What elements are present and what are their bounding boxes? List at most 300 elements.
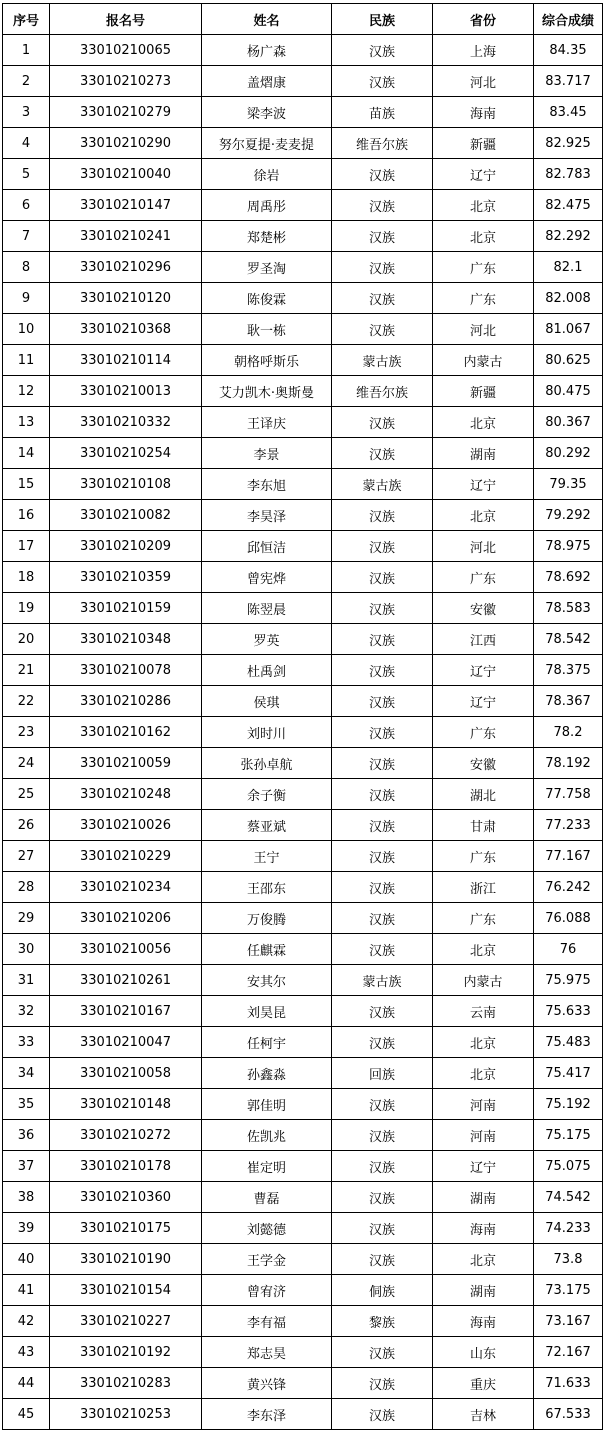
cell-ethnicity: 汉族	[332, 314, 433, 345]
cell-province: 北京	[433, 190, 534, 221]
cell-province: 湖北	[433, 779, 534, 810]
cell-name: 张孙卓航	[202, 748, 332, 779]
cell-score: 73.8	[534, 1244, 603, 1275]
cell-seq: 32	[3, 996, 50, 1027]
cell-province: 辽宁	[433, 469, 534, 500]
cell-province: 北京	[433, 934, 534, 965]
cell-name: 陈翌晨	[202, 593, 332, 624]
cell-score: 78.583	[534, 593, 603, 624]
cell-name: 侯琪	[202, 686, 332, 717]
cell-province: 湖南	[433, 1182, 534, 1213]
cell-ethnicity: 汉族	[332, 283, 433, 314]
cell-reg-no: 33010210078	[50, 655, 202, 686]
table-row	[3, 438, 603, 469]
cell-score: 83.45	[534, 97, 603, 128]
cell-province: 北京	[433, 1027, 534, 1058]
cell-name: 任麒霖	[202, 934, 332, 965]
cell-seq: 2	[3, 66, 50, 97]
cell-name: 佐凯兆	[202, 1120, 332, 1151]
cell-name: 崔定明	[202, 1151, 332, 1182]
cell-score: 81.067	[534, 314, 603, 345]
cell-ethnicity: 汉族	[332, 500, 433, 531]
cell-province: 内蒙古	[433, 965, 534, 996]
cell-ethnicity: 汉族	[332, 562, 433, 593]
cell-name: 艾力凯木·奥斯曼	[202, 376, 332, 407]
cell-score: 74.233	[534, 1213, 603, 1244]
cell-province: 新疆	[433, 128, 534, 159]
table-row	[3, 1182, 603, 1213]
cell-score: 73.167	[534, 1306, 603, 1337]
cell-province: 广东	[433, 717, 534, 748]
cell-score: 74.542	[534, 1182, 603, 1213]
cell-score: 82.292	[534, 221, 603, 252]
cell-name: 李昊泽	[202, 500, 332, 531]
cell-reg-no: 33010210147	[50, 190, 202, 221]
cell-score: 73.175	[534, 1275, 603, 1306]
cell-ethnicity: 汉族	[332, 810, 433, 841]
table-row	[3, 345, 603, 376]
cell-reg-no: 33010210120	[50, 283, 202, 314]
cell-seq: 25	[3, 779, 50, 810]
cell-ethnicity: 汉族	[332, 407, 433, 438]
cell-name: 任柯宇	[202, 1027, 332, 1058]
header-reg-no: 报名号	[50, 4, 202, 35]
cell-seq: 35	[3, 1089, 50, 1120]
cell-score: 77.167	[534, 841, 603, 872]
cell-reg-no: 33010210154	[50, 1275, 202, 1306]
cell-province: 重庆	[433, 1368, 534, 1399]
cell-name: 刘时川	[202, 717, 332, 748]
cell-seq: 12	[3, 376, 50, 407]
table-row	[3, 655, 603, 686]
cell-name: 曹磊	[202, 1182, 332, 1213]
cell-ethnicity: 汉族	[332, 1182, 433, 1213]
cell-seq: 21	[3, 655, 50, 686]
cell-reg-no: 33010210279	[50, 97, 202, 128]
cell-reg-no: 33010210108	[50, 469, 202, 500]
cell-name: 蔡亚斌	[202, 810, 332, 841]
cell-province: 北京	[433, 221, 534, 252]
cell-seq: 23	[3, 717, 50, 748]
cell-province: 海南	[433, 1213, 534, 1244]
cell-score: 77.233	[534, 810, 603, 841]
cell-province: 广东	[433, 903, 534, 934]
cell-seq: 13	[3, 407, 50, 438]
cell-seq: 9	[3, 283, 50, 314]
cell-seq: 45	[3, 1399, 50, 1430]
cell-seq: 26	[3, 810, 50, 841]
cell-province: 辽宁	[433, 686, 534, 717]
cell-seq: 27	[3, 841, 50, 872]
cell-ethnicity: 汉族	[332, 1244, 433, 1275]
table-row	[3, 1244, 603, 1275]
cell-name: 王宁	[202, 841, 332, 872]
cell-name: 王译庆	[202, 407, 332, 438]
cell-name: 徐岩	[202, 159, 332, 190]
cell-score: 78.542	[534, 624, 603, 655]
table-row	[3, 1027, 603, 1058]
cell-name: 李东泽	[202, 1399, 332, 1430]
cell-score: 82.783	[534, 159, 603, 190]
cell-score: 75.175	[534, 1120, 603, 1151]
cell-name: 努尔夏提·麦麦提	[202, 128, 332, 159]
cell-ethnicity: 汉族	[332, 1151, 433, 1182]
cell-score: 75.192	[534, 1089, 603, 1120]
cell-ethnicity: 汉族	[332, 1120, 433, 1151]
table-row	[3, 934, 603, 965]
table-row	[3, 1151, 603, 1182]
cell-reg-no: 33010210272	[50, 1120, 202, 1151]
cell-reg-no: 33010210234	[50, 872, 202, 903]
cell-seq: 40	[3, 1244, 50, 1275]
cell-ethnicity: 汉族	[332, 438, 433, 469]
cell-province: 辽宁	[433, 159, 534, 190]
cell-ethnicity: 汉族	[332, 748, 433, 779]
cell-province: 海南	[433, 97, 534, 128]
cell-reg-no: 33010210286	[50, 686, 202, 717]
cell-score: 72.167	[534, 1337, 603, 1368]
cell-province: 湖南	[433, 1275, 534, 1306]
table-row	[3, 810, 603, 841]
cell-ethnicity: 汉族	[332, 1089, 433, 1120]
cell-score: 83.717	[534, 66, 603, 97]
cell-reg-no: 33010210254	[50, 438, 202, 469]
cell-province: 河北	[433, 66, 534, 97]
cell-score: 82.475	[534, 190, 603, 221]
table-row	[3, 469, 603, 500]
cell-reg-no: 33010210047	[50, 1027, 202, 1058]
cell-name: 耿一栋	[202, 314, 332, 345]
cell-ethnicity: 维吾尔族	[332, 376, 433, 407]
cell-name: 杨广森	[202, 35, 332, 66]
cell-ethnicity: 维吾尔族	[332, 128, 433, 159]
cell-name: 朝格呼斯乐	[202, 345, 332, 376]
cell-score: 77.758	[534, 779, 603, 810]
cell-ethnicity: 汉族	[332, 531, 433, 562]
table-row	[3, 314, 603, 345]
cell-seq: 16	[3, 500, 50, 531]
cell-name: 罗英	[202, 624, 332, 655]
cell-province: 云南	[433, 996, 534, 1027]
cell-score: 75.075	[534, 1151, 603, 1182]
table-row	[3, 1368, 603, 1399]
cell-reg-no: 33010210167	[50, 996, 202, 1027]
cell-reg-no: 33010210261	[50, 965, 202, 996]
header-name: 姓名	[202, 4, 332, 35]
cell-seq: 22	[3, 686, 50, 717]
cell-score: 82.925	[534, 128, 603, 159]
cell-reg-no: 33010210175	[50, 1213, 202, 1244]
cell-province: 河南	[433, 1089, 534, 1120]
cell-province: 北京	[433, 407, 534, 438]
score-table	[2, 3, 603, 1430]
cell-reg-no: 33010210348	[50, 624, 202, 655]
cell-ethnicity: 汉族	[332, 1337, 433, 1368]
table-row	[3, 841, 603, 872]
table-row	[3, 1058, 603, 1089]
cell-province: 江西	[433, 624, 534, 655]
cell-score: 78.2	[534, 717, 603, 748]
cell-seq: 7	[3, 221, 50, 252]
cell-ethnicity: 侗族	[332, 1275, 433, 1306]
table-row	[3, 1089, 603, 1120]
cell-score: 79.292	[534, 500, 603, 531]
cell-seq: 44	[3, 1368, 50, 1399]
cell-name: 李景	[202, 438, 332, 469]
cell-reg-no: 33010210273	[50, 66, 202, 97]
cell-reg-no: 33010210114	[50, 345, 202, 376]
cell-reg-no: 33010210241	[50, 221, 202, 252]
cell-ethnicity: 汉族	[332, 903, 433, 934]
cell-reg-no: 33010210296	[50, 252, 202, 283]
table-row	[3, 872, 603, 903]
cell-score: 75.633	[534, 996, 603, 1027]
cell-name: 郑楚彬	[202, 221, 332, 252]
cell-score: 78.375	[534, 655, 603, 686]
cell-ethnicity: 汉族	[332, 655, 433, 686]
cell-seq: 8	[3, 252, 50, 283]
table-row	[3, 407, 603, 438]
cell-reg-no: 33010210290	[50, 128, 202, 159]
cell-ethnicity: 汉族	[332, 1213, 433, 1244]
cell-seq: 14	[3, 438, 50, 469]
cell-seq: 30	[3, 934, 50, 965]
cell-province: 山东	[433, 1337, 534, 1368]
cell-ethnicity: 汉族	[332, 252, 433, 283]
header-seq: 序号	[3, 4, 50, 35]
cell-name: 周禹彤	[202, 190, 332, 221]
table-row	[3, 686, 603, 717]
table-row	[3, 1399, 603, 1430]
table-row	[3, 500, 603, 531]
table-row	[3, 624, 603, 655]
cell-name: 曾宪烨	[202, 562, 332, 593]
cell-reg-no: 33010210178	[50, 1151, 202, 1182]
cell-reg-no: 33010210065	[50, 35, 202, 66]
cell-name: 黄兴锋	[202, 1368, 332, 1399]
table-row	[3, 531, 603, 562]
cell-ethnicity: 汉族	[332, 66, 433, 97]
cell-score: 71.633	[534, 1368, 603, 1399]
cell-seq: 43	[3, 1337, 50, 1368]
cell-score: 82.1	[534, 252, 603, 283]
cell-province: 北京	[433, 1058, 534, 1089]
table-row	[3, 1337, 603, 1368]
table-row	[3, 779, 603, 810]
cell-score: 78.692	[534, 562, 603, 593]
cell-reg-no: 33010210360	[50, 1182, 202, 1213]
cell-name: 梁李波	[202, 97, 332, 128]
cell-ethnicity: 蒙古族	[332, 965, 433, 996]
cell-reg-no: 33010210283	[50, 1368, 202, 1399]
cell-ethnicity: 汉族	[332, 996, 433, 1027]
cell-province: 上海	[433, 35, 534, 66]
cell-name: 万俊腾	[202, 903, 332, 934]
cell-reg-no: 33010210159	[50, 593, 202, 624]
cell-ethnicity: 黎族	[332, 1306, 433, 1337]
cell-seq: 42	[3, 1306, 50, 1337]
cell-province: 广东	[433, 283, 534, 314]
cell-province: 内蒙古	[433, 345, 534, 376]
cell-seq: 18	[3, 562, 50, 593]
cell-score: 75.975	[534, 965, 603, 996]
cell-ethnicity: 汉族	[332, 190, 433, 221]
cell-name: 王邵东	[202, 872, 332, 903]
cell-ethnicity: 汉族	[332, 1399, 433, 1430]
cell-score: 80.625	[534, 345, 603, 376]
cell-province: 河北	[433, 531, 534, 562]
cell-seq: 34	[3, 1058, 50, 1089]
table-row	[3, 593, 603, 624]
table-body	[3, 35, 603, 1430]
cell-province: 安徽	[433, 748, 534, 779]
table-row	[3, 562, 603, 593]
cell-score: 76	[534, 934, 603, 965]
cell-score: 76.088	[534, 903, 603, 934]
cell-ethnicity: 蒙古族	[332, 469, 433, 500]
cell-reg-no: 33010210229	[50, 841, 202, 872]
cell-name: 陈俊霖	[202, 283, 332, 314]
cell-score: 84.35	[534, 35, 603, 66]
cell-seq: 17	[3, 531, 50, 562]
cell-province: 安徽	[433, 593, 534, 624]
table-row	[3, 159, 603, 190]
cell-ethnicity: 汉族	[332, 159, 433, 190]
cell-seq: 36	[3, 1120, 50, 1151]
cell-seq: 20	[3, 624, 50, 655]
cell-name: 王学金	[202, 1244, 332, 1275]
header-row	[3, 4, 603, 35]
cell-province: 海南	[433, 1306, 534, 1337]
cell-seq: 41	[3, 1275, 50, 1306]
cell-province: 甘肃	[433, 810, 534, 841]
cell-province: 辽宁	[433, 655, 534, 686]
cell-province: 辽宁	[433, 1151, 534, 1182]
cell-ethnicity: 汉族	[332, 624, 433, 655]
cell-seq: 5	[3, 159, 50, 190]
cell-score: 79.35	[534, 469, 603, 500]
cell-name: 刘昊昆	[202, 996, 332, 1027]
table-row	[3, 1213, 603, 1244]
table-row	[3, 128, 603, 159]
cell-name: 杜禹剑	[202, 655, 332, 686]
cell-score: 75.483	[534, 1027, 603, 1058]
cell-province: 河北	[433, 314, 534, 345]
cell-score: 67.533	[534, 1399, 603, 1430]
cell-reg-no: 33010210013	[50, 376, 202, 407]
cell-province: 新疆	[433, 376, 534, 407]
cell-name: 郑志昊	[202, 1337, 332, 1368]
cell-reg-no: 33010210192	[50, 1337, 202, 1368]
cell-ethnicity: 汉族	[332, 686, 433, 717]
cell-ethnicity: 汉族	[332, 717, 433, 748]
cell-reg-no: 33010210058	[50, 1058, 202, 1089]
cell-seq: 19	[3, 593, 50, 624]
header-score: 综合成绩	[534, 4, 603, 35]
table-row	[3, 1120, 603, 1151]
cell-seq: 1	[3, 35, 50, 66]
cell-province: 广东	[433, 841, 534, 872]
header-ethnicity: 民族	[332, 4, 433, 35]
cell-name: 李东旭	[202, 469, 332, 500]
cell-name: 孙鑫淼	[202, 1058, 332, 1089]
cell-name: 刘懿德	[202, 1213, 332, 1244]
cell-name: 郭佳明	[202, 1089, 332, 1120]
cell-seq: 39	[3, 1213, 50, 1244]
table-row	[3, 1275, 603, 1306]
cell-ethnicity: 汉族	[332, 593, 433, 624]
cell-ethnicity: 回族	[332, 1058, 433, 1089]
cell-name: 安其尔	[202, 965, 332, 996]
cell-seq: 4	[3, 128, 50, 159]
cell-reg-no: 33010210026	[50, 810, 202, 841]
cell-ethnicity: 汉族	[332, 35, 433, 66]
cell-province: 吉林	[433, 1399, 534, 1430]
cell-seq: 37	[3, 1151, 50, 1182]
cell-reg-no: 33010210059	[50, 748, 202, 779]
cell-reg-no: 33010210209	[50, 531, 202, 562]
cell-reg-no: 33010210040	[50, 159, 202, 190]
cell-seq: 24	[3, 748, 50, 779]
table-row	[3, 190, 603, 221]
cell-name: 李有福	[202, 1306, 332, 1337]
table-row	[3, 252, 603, 283]
table-row	[3, 221, 603, 252]
cell-seq: 10	[3, 314, 50, 345]
table-row	[3, 996, 603, 1027]
cell-ethnicity: 汉族	[332, 872, 433, 903]
cell-province: 广东	[433, 562, 534, 593]
header-province: 省份	[433, 4, 534, 35]
cell-reg-no: 33010210368	[50, 314, 202, 345]
cell-seq: 11	[3, 345, 50, 376]
cell-ethnicity: 汉族	[332, 841, 433, 872]
cell-province: 广东	[433, 252, 534, 283]
cell-score: 78.367	[534, 686, 603, 717]
cell-score: 80.292	[534, 438, 603, 469]
table-row	[3, 97, 603, 128]
table-row	[3, 283, 603, 314]
cell-seq: 15	[3, 469, 50, 500]
cell-seq: 6	[3, 190, 50, 221]
cell-seq: 33	[3, 1027, 50, 1058]
cell-province: 北京	[433, 1244, 534, 1275]
cell-ethnicity: 汉族	[332, 221, 433, 252]
cell-score: 75.417	[534, 1058, 603, 1089]
cell-reg-no: 33010210248	[50, 779, 202, 810]
cell-ethnicity: 汉族	[332, 1027, 433, 1058]
cell-reg-no: 33010210190	[50, 1244, 202, 1275]
cell-seq: 28	[3, 872, 50, 903]
cell-reg-no: 33010210162	[50, 717, 202, 748]
cell-province: 浙江	[433, 872, 534, 903]
table-row	[3, 748, 603, 779]
cell-score: 82.008	[534, 283, 603, 314]
cell-ethnicity: 汉族	[332, 1368, 433, 1399]
cell-name: 罗圣淘	[202, 252, 332, 283]
cell-score: 80.475	[534, 376, 603, 407]
cell-reg-no: 33010210253	[50, 1399, 202, 1430]
cell-score: 76.242	[534, 872, 603, 903]
cell-score: 78.192	[534, 748, 603, 779]
cell-seq: 31	[3, 965, 50, 996]
table-row	[3, 35, 603, 66]
cell-province: 北京	[433, 500, 534, 531]
cell-seq: 3	[3, 97, 50, 128]
cell-ethnicity: 苗族	[332, 97, 433, 128]
table-row	[3, 376, 603, 407]
cell-name: 邱恒洁	[202, 531, 332, 562]
